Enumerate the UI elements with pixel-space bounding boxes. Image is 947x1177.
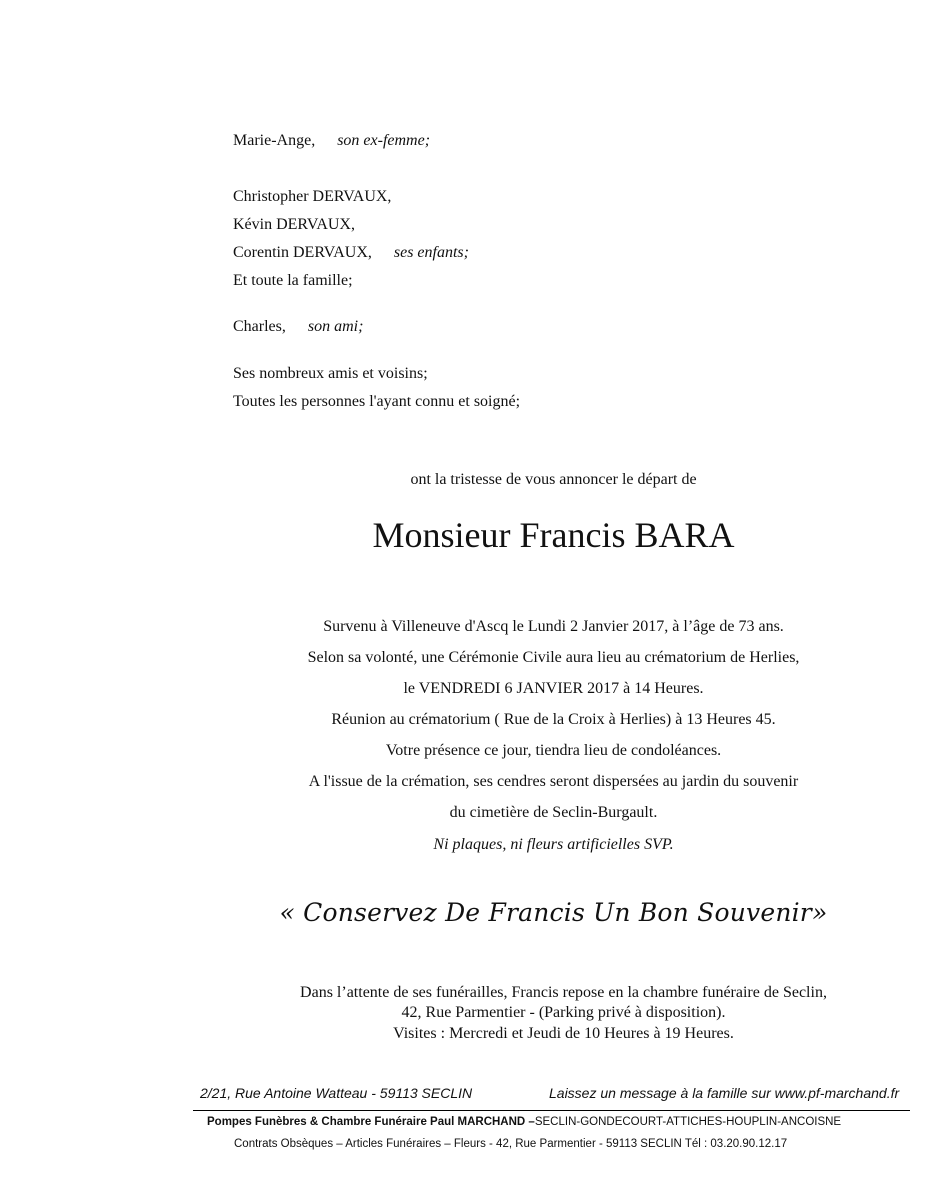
family-role: son ex-femme; [337,132,431,149]
family-name: Marie-Ange, [233,132,316,149]
family-name: Christopher DERVAUX, [233,188,392,205]
family-line-kevin [233,216,355,234]
family-line-all: Et toute la famille; [233,272,353,289]
family-name: Corentin DERVAUX, [233,244,372,261]
family-line-people: Toutes les personnes l'ayant connu et soigné; [233,393,521,410]
detail-line: du cimetière de Seclin-Burgault. [449,804,658,821]
footer-company [207,1116,841,1128]
detail-line: Survenu à Villeneuve d'Ascq le Lundi 2 Janvier 2017, à l’âge de 73 ans. [323,618,784,635]
footer-message: Laissez un message à la famille sur www.pf-marchand.fr [549,1085,900,1101]
family-role: son ami; [307,318,364,335]
family-line-charles [233,318,363,336]
family-line-corentin [233,244,469,262]
footer-address: 2/21, Rue Antoine Watteau - 59113 SECLIN [200,1085,473,1101]
announcement-intro: ont la tristesse de vous annoncer le départ de [410,471,697,488]
detail-line: Réunion au crématorium ( Rue de la Croix à Herlies) à 13 Heures 45. [331,711,776,728]
detail-line: A l'issue de la crémation, ses cendres seront dispersées au jardin du souvenir [308,773,799,790]
family-line-christopher [233,188,391,206]
rest-line: 42, Rue Parmentier - (Parking privé à disposition). [401,1004,726,1021]
deceased-name: Monsieur Francis BARA [372,515,735,555]
family-line-marie-ange [233,132,430,150]
detail-line-no-flowers: Ni plaques, ni fleurs artificielles SVP. [433,836,674,853]
footer-company-name: Pompes Funèbres & Chambre Funéraire Paul MARCHAND – [207,1116,535,1128]
detail-line: Votre présence ce jour, tiendra lieu de condoléances. [385,742,722,759]
family-role: ses enfants; [393,244,469,261]
detail-line: le VENDREDI 6 JANVIER 2017 à 14 Heures. [403,680,704,697]
family-line-friends: Ses nombreux amis et voisins; [233,365,428,382]
footer-contracts: Contrats Obsèques – Articles Funéraires – Fleurs - 42, Rue Parmentier - 59113 SECLIN Tél : 03.20.90.12.17 [234,1138,788,1150]
motto: « Conservez De Francis Un Bon Souvenir» [279,898,828,927]
rest-line: Dans l’attente de ses funérailles, Francis repose en la chambre funéraire de Seclin, [300,984,827,1001]
family-name: Charles, [233,318,286,335]
rest-line: Visites : Mercredi et Jeudi de 10 Heures à 19 Heures. [393,1025,734,1042]
family-name: Kévin DERVAUX, [233,216,355,233]
footer-divider [193,1110,910,1111]
footer-company-places: SECLIN-GONDECOURT-ATTICHES-HOUPLIN-ANCOISNE [534,1116,842,1128]
detail-line: Selon sa volonté, une Cérémonie Civile aura lieu au crématorium de Herlies, [307,649,800,666]
